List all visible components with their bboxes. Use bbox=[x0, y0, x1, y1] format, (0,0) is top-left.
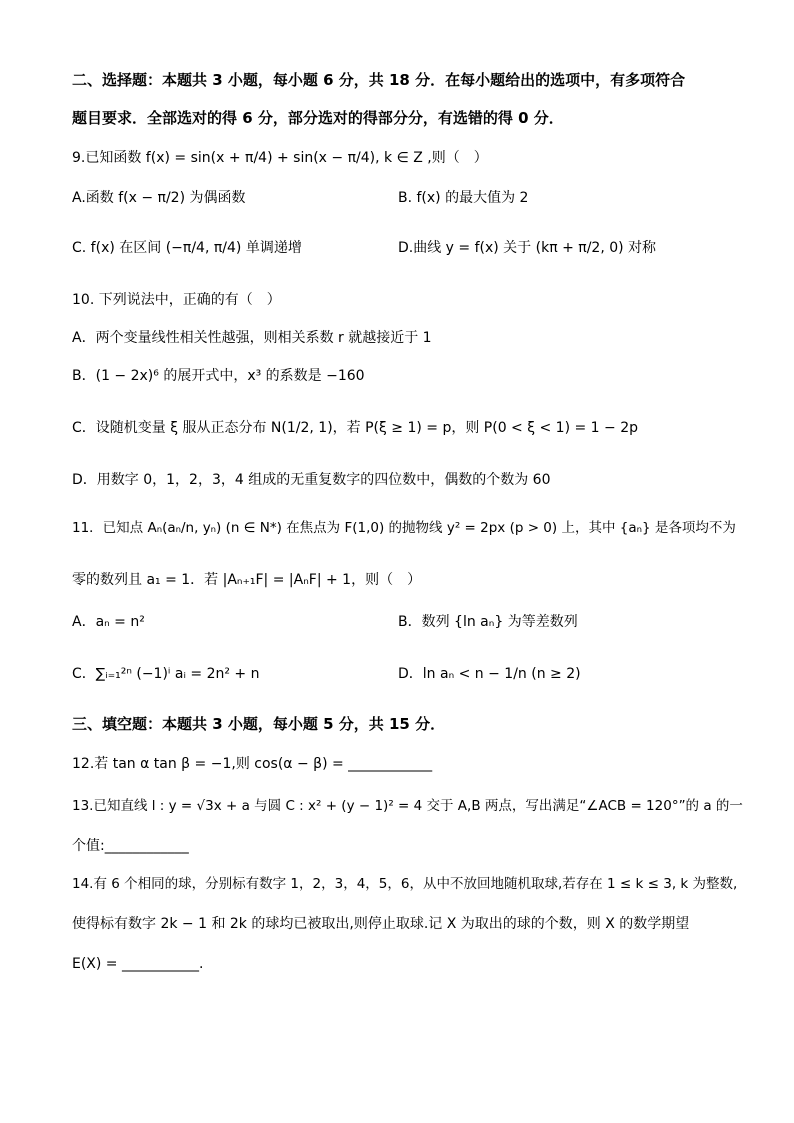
section3-heading: 三、填空题：本题共 3 小题，每小题 5 分，共 15 分． bbox=[72, 715, 446, 733]
section2-heading-line1: 二、选择题：本题共 3 小题，每小题 6 分，共 18 分．在每小题给出的选项中，有多项符合 bbox=[72, 71, 686, 89]
q14-line2: 使得标有数字 2k − 1 和 2k 的球均已被取出,则停止取球.记 X 为取出的球的个数，则 X 的数学期望 bbox=[72, 916, 690, 932]
q14-line3: E(X) = ___________. bbox=[72, 956, 204, 972]
q11-option-b: B．数列 {ln aₙ} 为等差数列 bbox=[398, 614, 578, 630]
q9-stem: 9.已知函数 f(x) = sin(x + π/4) + sin(x − π/4), k ∈ Z ,则（ ） bbox=[72, 150, 488, 166]
q10-stem: 10. 下列说法中，正确的有（ ） bbox=[72, 292, 281, 308]
q9-option-d: D.曲线 y = f(x) 关于 (kπ + π/2, 0) 对称 bbox=[398, 240, 657, 256]
q12-text: 12.若 tan α tan β = −1,则 cos(α − β) = ____________ bbox=[72, 756, 433, 772]
q11-stem-line2: 零的数列且 a₁ = 1．若 |Aₙ₊₁F| = |AₙF| + 1，则（ ） bbox=[72, 572, 422, 588]
section2-heading-line2: 题目要求．全部选对的得 6 分，部分选对的得部分分，有选错的得 0 分． bbox=[72, 109, 564, 127]
q13-line2: 个值:____________ bbox=[72, 838, 189, 854]
q11-option-a: A．aₙ = n² bbox=[72, 614, 145, 630]
q11-stem-line1: 11．已知点 Aₙ(aₙ/n, yₙ) (n ∈ N*) 在焦点为 F(1,0) 的抛物线 y² = 2px (p > 0) 上，其中 {aₙ} 是各项均不为 bbox=[72, 520, 736, 536]
q13-line1: 13.已知直线 l : y = √3x + a 与圆 C : x² + (y − 1)² = 4 交于 A,B 两点，写出满足“∠ACB = 120°”的 a 的一 bbox=[72, 798, 743, 814]
q10-option-b: B．(1 − 2x)⁶ 的展开式中，x³ 的系数是 −160 bbox=[72, 368, 365, 384]
q14-line1: 14.有 6 个相同的球，分别标有数字 1，2，3，4，5，6，从中不放回地随机取球,若存在 1 ≤ k ≤ 3, k 为整数, bbox=[72, 876, 738, 892]
q9-option-a: A.函数 f(x − π/2) 为偶函数 bbox=[72, 190, 246, 206]
q10-option-d: D．用数字 0，1，2，3，4 组成的无重复数字的四位数中，偶数的个数为 60 bbox=[72, 472, 551, 488]
q10-option-c: C．设随机变量 ξ 服从正态分布 N(1/2, 1)，若 P(ξ ≥ 1) = p，则 P(0 < ξ < 1) = 1 − 2p bbox=[72, 420, 639, 436]
q11-option-c: C．∑ᵢ₌₁²ⁿ (−1)ⁱ aᵢ = 2n² + n bbox=[72, 666, 260, 682]
q11-option-d: D．ln aₙ < n − 1/n (n ≥ 2) bbox=[398, 666, 581, 682]
q10-option-a: A．两个变量线性相关性越强，则相关系数 r 就越接近于 1 bbox=[72, 330, 432, 346]
q9-option-c: C. f(x) 在区间 (−π/4, π/4) 单调递增 bbox=[72, 240, 302, 256]
q9-option-b: B. f(x) 的最大值为 2 bbox=[398, 190, 529, 206]
